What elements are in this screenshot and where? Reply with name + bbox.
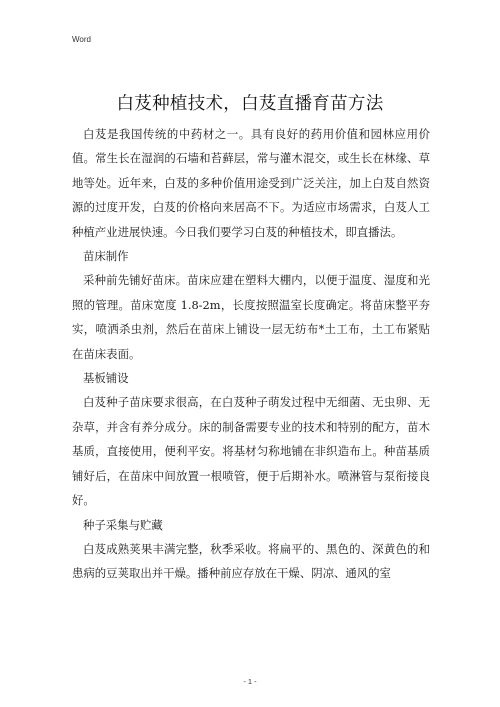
section-text-seed-collection: 白芨成熟荚果丰满完整，秋季采收。将扁平的、黑色的、深黄色的和患病的豆荚取出并干燥。播种前应存放在干燥、阴凉、通风的室 xyxy=(72,541,430,581)
section-text-substrate: 白芨种子苗床要求很高，在白芨种子萌发过程中无细菌、无虫卵、无杂草，并含有养分成分。床的制备需要专业的技术和特别的配方，苗木基质，直接使用，便利平安。将基材匀称地铺在非织造布上。种苗基质铺好后，在苗床中间放置一根喷管，便于后期补水。喷淋管与泵衔接良好。 xyxy=(72,395,430,508)
intro-paragraph: 白芨是我国传统的中药材之一。具有良好的药用价值和园林应用价值。常生长在湿润的石墙和苔藓层，常与灌木混交，或生长在林缘、草地等处。近年来，白芨的多种价值用途受到广泛关注，加上白芨自然资源的过度开发，白芨的价格向来居高不下。为适应市场需求，白芨人工种植产业进展快速。今日我们要学习白芨的种植技术，即直播法。 xyxy=(72,127,430,239)
page-number: - 1 - xyxy=(243,677,257,686)
section-heading-seed-collection: 种子采集与贮藏 xyxy=(83,517,163,532)
section-text-seedbed: 采种前先铺好苗床。苗床应建在塑料大棚内，以便于温度、湿度和光照的管理。苗床宽度 1.8-2m，长度按照温室长度确定。将苗床整平夯实，喷洒杀虫剂，然后在苗床上铺设一层无纺布*土工布，土工布紧贴在苗床表面。 xyxy=(72,273,430,361)
document-body xyxy=(72,122,430,586)
section-heading-substrate: 基板铺设 xyxy=(83,371,129,386)
app-header-label: Word xyxy=(72,35,91,44)
page-title: 白芨种植技术，白芨直播育苗方法 xyxy=(116,93,384,114)
section-heading-seedbed: 苗床制作 xyxy=(83,249,129,264)
